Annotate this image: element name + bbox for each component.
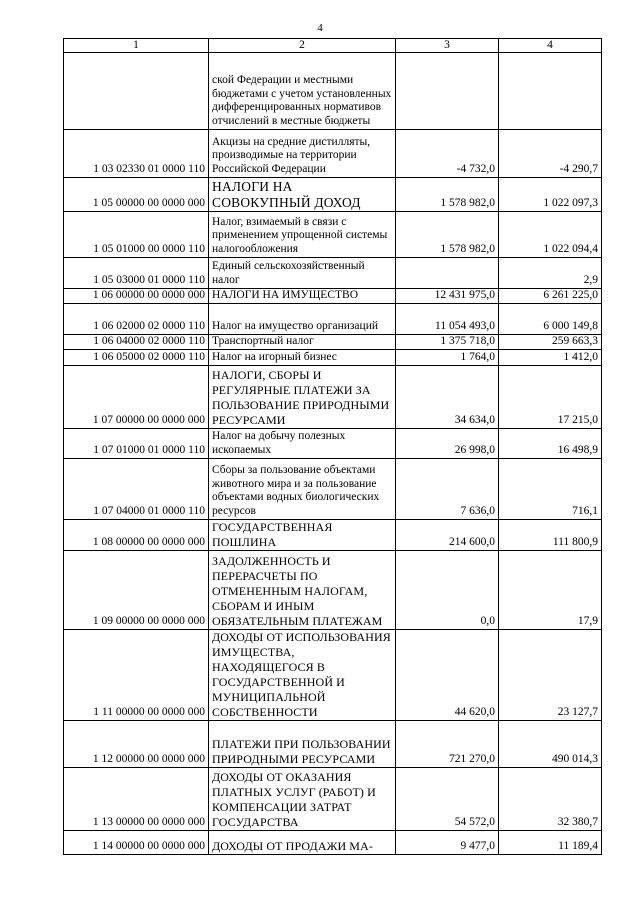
row-plan-value: -4 732,0: [396, 130, 499, 178]
row-name: Налог на игорный бизнес: [209, 350, 396, 366]
table-row: [64, 130, 602, 178]
row-code: [64, 53, 209, 130]
row-name: ДОХОДЫ ОТ ПРОДАЖИ МА-: [209, 831, 396, 855]
row-actual-value: 32 380,7: [499, 768, 602, 831]
row-code: 1 07 00000 00 0000 000: [64, 366, 209, 429]
row-code: 1 06 05000 02 0000 110: [64, 350, 209, 366]
row-name: НАЛОГИ НА ИМУЩЕСТВО: [209, 289, 396, 304]
row-code: 1 05 03000 01 0000 110: [64, 258, 209, 289]
row-plan-value: 34 634,0: [396, 366, 499, 429]
table-row: [64, 459, 602, 520]
row-plan-value: [396, 258, 499, 289]
table-row: [64, 366, 602, 429]
row-actual-value: 23 127,7: [499, 630, 602, 721]
table-row: [64, 551, 602, 630]
row-actual-value: 490 014,3: [499, 721, 602, 768]
row-actual-value: 1 412,0: [499, 350, 602, 366]
row-plan-value: 26 998,0: [396, 429, 499, 459]
table-row: [64, 53, 602, 130]
row-plan-value: 11 054 493,0: [396, 304, 499, 335]
row-code: 1 13 00000 00 0000 000: [64, 768, 209, 831]
budget-table: [63, 38, 602, 855]
row-code: 1 06 02000 02 0000 110: [64, 304, 209, 335]
row-plan-value: 54 572,0: [396, 768, 499, 831]
row-name: Акцизы на средние дистилляты, производимые на территории Российской Федерации: [209, 130, 396, 178]
row-actual-value: 16 498,9: [499, 429, 602, 459]
row-plan-value: 12 431 975,0: [396, 289, 499, 304]
row-name: Налог, взимаемый в связи с применением упрощенной системы налогообложения: [209, 212, 396, 258]
table-row: [64, 429, 602, 459]
row-code: 1 12 00000 00 0000 000: [64, 721, 209, 768]
row-name: Сборы за пользование объектами животного мира и за пользование объектами водных биологических ресурсов: [209, 459, 396, 520]
table-header-row: [64, 39, 602, 53]
row-name: ПЛАТЕЖИ ПРИ ПОЛЬЗОВАНИИ ПРИРОДНЫМИ РЕСУРСАМИ: [209, 721, 396, 768]
table-row: [64, 721, 602, 768]
row-actual-value: 2,9: [499, 258, 602, 289]
row-code: 1 07 01000 01 0000 110: [64, 429, 209, 459]
row-actual-value: 716,1: [499, 459, 602, 520]
row-plan-value: 1 375 718,0: [396, 335, 499, 350]
table-row: [64, 350, 602, 366]
column-header: 4: [499, 39, 602, 53]
row-name: Налог на добычу полезных ископаемых: [209, 429, 396, 459]
table-row: [64, 304, 602, 335]
row-plan-value: 7 636,0: [396, 459, 499, 520]
row-code: 1 08 00000 00 0000 000: [64, 520, 209, 551]
table-row: [64, 289, 602, 304]
row-plan-value: [396, 53, 499, 130]
table-row: [64, 768, 602, 831]
column-header: 1: [64, 39, 209, 53]
column-header: 3: [396, 39, 499, 53]
row-actual-value: [499, 53, 602, 130]
row-actual-value: 17 215,0: [499, 366, 602, 429]
row-actual-value: 11 189,4: [499, 831, 602, 855]
row-actual-value: 259 663,3: [499, 335, 602, 350]
row-plan-value: 1 578 982,0: [396, 212, 499, 258]
row-code: 1 05 00000 00 0000 000: [64, 178, 209, 212]
row-name: ской Федерации и местными бюджетами с учетом установленных дифференцированных нормативов отчислений в местные бюджеты: [209, 53, 396, 130]
table-row: [64, 520, 602, 551]
row-name: Транспортный налог: [209, 335, 396, 350]
table-row: [64, 630, 602, 721]
page-number: 4: [317, 22, 323, 34]
table-row: [64, 831, 602, 855]
row-plan-value: 1 764,0: [396, 350, 499, 366]
row-code: 1 09 00000 00 0000 000: [64, 551, 209, 630]
row-plan-value: 9 477,0: [396, 831, 499, 855]
row-plan-value: 721 270,0: [396, 721, 499, 768]
row-actual-value: -4 290,7: [499, 130, 602, 178]
row-code: 1 07 04000 01 0000 110: [64, 459, 209, 520]
table-row: [64, 335, 602, 350]
table-row: [64, 258, 602, 289]
row-plan-value: 0,0: [396, 551, 499, 630]
row-actual-value: 1 022 094,4: [499, 212, 602, 258]
column-header: 2: [209, 39, 396, 53]
row-name: НАЛОГИ НА СОВОКУПНЫЙ ДОХОД: [209, 178, 396, 212]
row-code: 1 03 02330 01 0000 110: [64, 130, 209, 178]
table-row: [64, 212, 602, 258]
row-actual-value: 17,9: [499, 551, 602, 630]
row-actual-value: 6 261 225,0: [499, 289, 602, 304]
row-plan-value: 1 578 982,0: [396, 178, 499, 212]
row-name: ГОСУДАРСТВЕННАЯ ПОШЛИНА: [209, 520, 396, 551]
row-name: ЗАДОЛЖЕННОСТЬ И ПЕРЕРАСЧЕТЫ ПО ОТМЕНЕННЫМ НАЛОГАМ, СБОРАМ И ИНЫМ ОБЯЗАТЕЛЬНЫМ ПЛАТЕЖАМ: [209, 551, 396, 630]
row-actual-value: 6 000 149,8: [499, 304, 602, 335]
row-name: НАЛОГИ, СБОРЫ И РЕГУЛЯРНЫЕ ПЛАТЕЖИ ЗА ПОЛЬЗОВАНИЕ ПРИРОДНЫМИ РЕСУРСАМИ: [209, 366, 396, 429]
row-plan-value: 44 620,0: [396, 630, 499, 721]
row-name: ДОХОДЫ ОТ ИСПОЛЬЗОВАНИЯ ИМУЩЕСТВА, НАХОДЯЩЕГОСЯ В ГОСУДАРСТВЕННОЙ И МУНИЦИПАЛЬНОЙ СОБСТВЕННОСТИ: [209, 630, 396, 721]
row-code: 1 14 00000 00 0000 000: [64, 831, 209, 855]
row-code: 1 06 00000 00 0000 000: [64, 289, 209, 304]
row-name: Налог на имущество организаций: [209, 304, 396, 335]
row-code: 1 05 01000 00 0000 110: [64, 212, 209, 258]
row-plan-value: 214 600,0: [396, 520, 499, 551]
row-code: 1 06 04000 02 0000 110: [64, 335, 209, 350]
row-actual-value: 111 800,9: [499, 520, 602, 551]
row-code: 1 11 00000 00 0000 000: [64, 630, 209, 721]
table-row: [64, 178, 602, 212]
row-name: Единый сельскохозяйственный налог: [209, 258, 396, 289]
row-actual-value: 1 022 097,3: [499, 178, 602, 212]
row-name: ДОХОДЫ ОТ ОКАЗАНИЯ ПЛАТНЫХ УСЛУГ (РАБОТ) И КОМПЕНСАЦИИ ЗАТРАТ ГОСУДАРСТВА: [209, 768, 396, 831]
